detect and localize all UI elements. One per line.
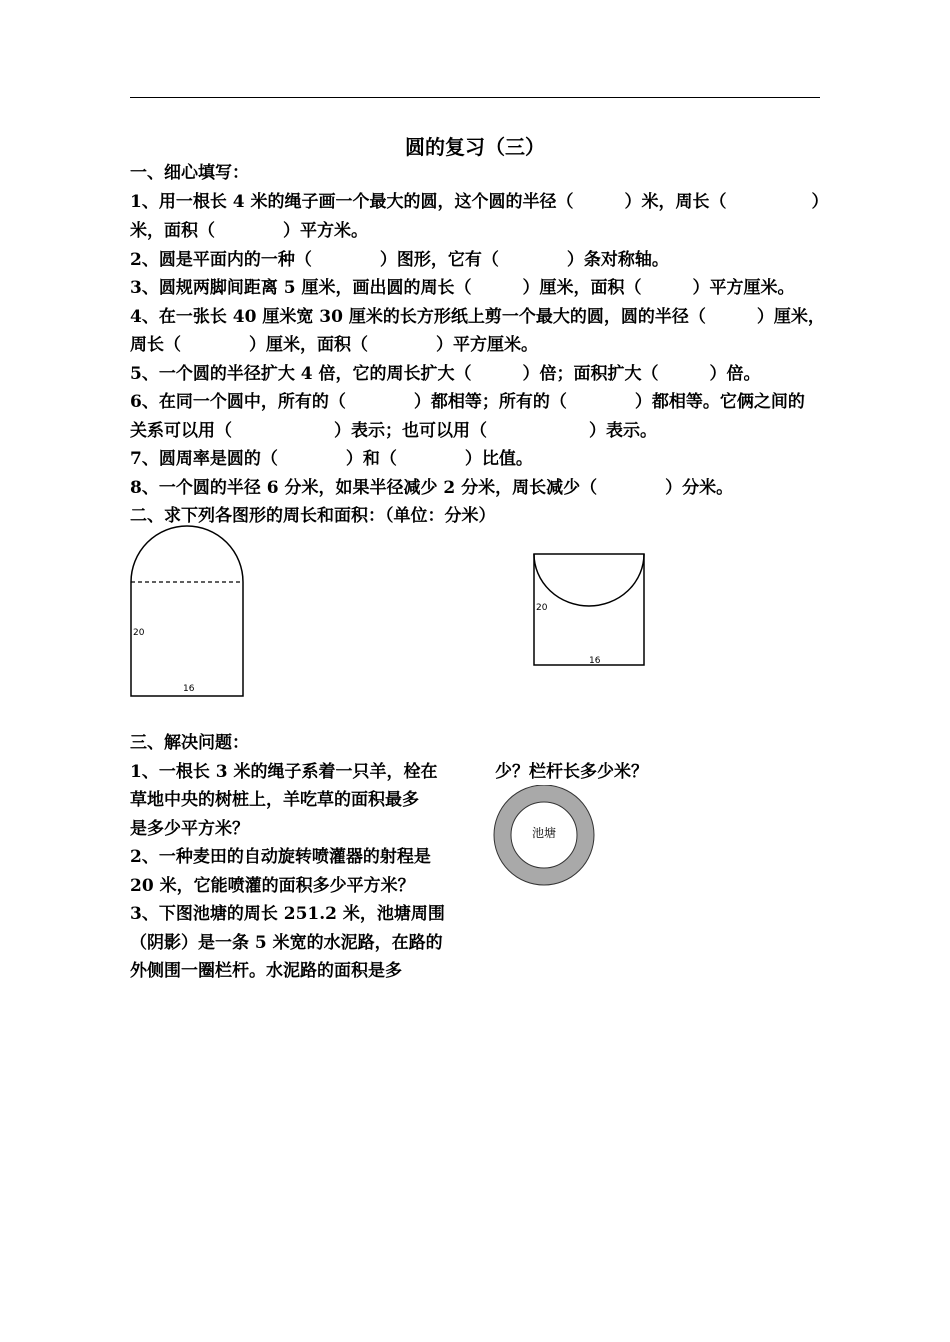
p3-line3: 外侧围一圈栏杆。水泥路的面积是多 [130,961,402,981]
p3-line2: （阴影）是一条 5 米宽的水泥路，在路的 [130,933,443,953]
q4-line1: 4、在一张长 40 厘米宽 30 厘米的长方形纸上剪一个最大的圆，圆的半径（ ）厘米， [130,307,825,327]
figure-cutout-shape [528,550,650,670]
p2-line1: 2、一种麦田的自动旋转喷灌器的射程是 [130,847,431,867]
q3-line: 3、圆规两脚间距离 5 厘米，画出圆的周长（ ）厘米，面积（ ）平方厘米。 [130,278,795,298]
p2-line2: 20 米，它能喷灌的面积多少平方米？ [130,876,415,896]
fig2-bottom-label: 16 [589,656,601,666]
q7-line: 7、圆周率是圆的（ ）和（ ）比值。 [130,449,533,469]
cutout-semicircle [534,554,644,606]
fig2-side-label: 20 [536,603,548,613]
section3-heading: 三、解决问题： [130,733,249,753]
p3-continuation: 少？栏杆长多少米？ [495,762,648,782]
q2-line: 2、圆是平面内的一种（ ）图形，它有（ ）条对称轴。 [130,250,669,270]
figure-arch-shape [125,525,250,700]
section1-heading: 一、细心填写： [130,163,249,183]
p1-line2: 草地中央的树桩上，羊吃草的面积最多 [130,790,419,810]
page-title: 圆的复习（三） [405,135,545,159]
pond-label: 池塘 [531,826,557,840]
q8-line: 8、一个圆的半径 6 分米，如果半径减少 2 分米，周长减少（ ）分米。 [130,478,734,498]
q6-line1: 6、在同一个圆中，所有的（ ）都相等；所有的（ ）都相等。它俩之间的 [130,392,805,412]
q1-line1: 1、用一根长 4 米的绳子画一个最大的圆，这个圆的半径（ ）米，周长（ ） [130,192,829,212]
fig1-bottom-label: 16 [183,684,195,694]
arch-outline [131,526,243,696]
q1-line2: 米，面积（ ）平方米。 [130,221,368,241]
section2-heading: 二、求下列各图形的周长和面积：（单位：分米） [130,506,496,526]
p1-line3: 是多少平方米？ [130,819,249,839]
q4-line2: 周长（ ）厘米，面积（ ）平方厘米。 [130,335,538,355]
cutout-rectangle [534,554,644,665]
q6-line2: 关系可以用（ ）表示；也可以用（ ）表示。 [130,421,657,441]
pond-figure [490,785,600,890]
p1-line1: 1、一根长 3 米的绳子系着一只羊，栓在 [130,762,438,782]
top-rule [130,97,820,98]
q5-line: 5、一个圆的半径扩大 4 倍，它的周长扩大（ ）倍；面积扩大（ ）倍。 [130,364,761,384]
fig1-side-label: 20 [133,628,145,638]
p3-line1: 3、下图池塘的周长 251.2 米，池塘周围 [130,904,445,924]
